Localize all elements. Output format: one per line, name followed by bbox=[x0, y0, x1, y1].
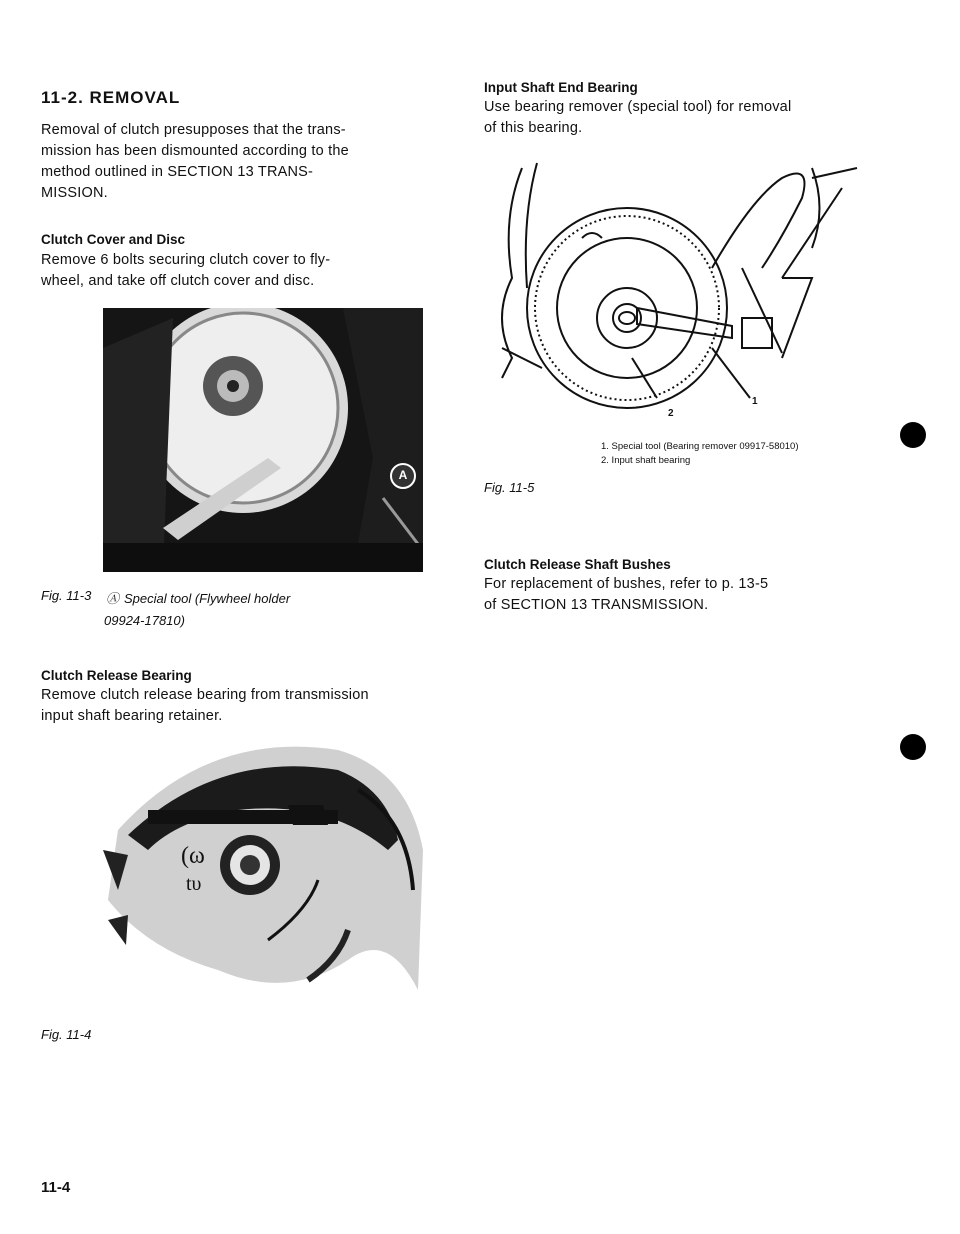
release-bearing-photo-illustration bbox=[88, 730, 428, 1008]
binder-hole-mark bbox=[900, 422, 926, 448]
legend-item: 1. Special tool (Bearing remover 09917-58010) bbox=[601, 441, 799, 452]
release-bearing-heading: Clutch Release Bearing bbox=[41, 668, 192, 683]
text-line: of SECTION 13 TRANSMISSION. bbox=[484, 597, 709, 613]
figure-11-5-illustration bbox=[482, 158, 882, 420]
intro-line: Removal of clutch presupposes that the trans- bbox=[41, 122, 346, 138]
end-bearing-heading: Input Shaft End Bearing bbox=[484, 80, 638, 95]
page-number: 11-4 bbox=[41, 1179, 71, 1196]
clutch-cover-photo-illustration bbox=[103, 308, 423, 572]
section-heading: 11-2. REMOVAL bbox=[41, 88, 181, 107]
intro-line: method outlined in SECTION 13 TRANS- bbox=[41, 164, 314, 180]
legend-item: 2. Input shaft bearing bbox=[601, 455, 691, 466]
svg-text:(ω: (ω bbox=[181, 843, 205, 869]
fig-11-3-label: Fig. 11-3 bbox=[41, 588, 92, 603]
callout-1: 1 bbox=[752, 396, 758, 407]
callout-2: 2 bbox=[668, 408, 674, 419]
figure-11-4-photo bbox=[88, 730, 428, 1008]
bearing-remover-drawing bbox=[482, 158, 882, 420]
figure-11-3-photo bbox=[103, 308, 423, 572]
fig-11-4-label: Fig. 11-4 bbox=[41, 1027, 92, 1042]
text-line: Remove clutch release bearing from transmission bbox=[41, 687, 369, 703]
clutch-cover-heading: Clutch Cover and Disc bbox=[41, 232, 186, 247]
fig-11-5-label: Fig. 11-5 bbox=[484, 480, 535, 495]
bushes-heading: Clutch Release Shaft Bushes bbox=[484, 557, 671, 572]
text-line: Remove 6 bolts securing clutch cover to fly- bbox=[41, 252, 331, 268]
intro-line: MISSION. bbox=[41, 185, 108, 201]
binder-hole-mark bbox=[900, 734, 926, 760]
end-bearing-text bbox=[484, 97, 884, 139]
photo-marker-a: A bbox=[398, 468, 408, 482]
bushes-text bbox=[484, 574, 884, 616]
text-line: input shaft bearing retainer. bbox=[41, 708, 223, 724]
caption-line: 09924-17810) bbox=[104, 613, 185, 628]
svg-text:tυ: tυ bbox=[186, 873, 202, 895]
intro-paragraph bbox=[41, 120, 431, 204]
release-bearing-text bbox=[41, 685, 441, 727]
clutch-cover-text bbox=[41, 250, 431, 292]
text-line: wheel, and take off clutch cover and disc. bbox=[41, 273, 315, 289]
fig-11-3-marker: Ⓐ bbox=[106, 591, 120, 606]
text-line: Use bearing remover (special tool) for removal bbox=[484, 99, 792, 115]
fig-11-5-legend bbox=[601, 440, 901, 468]
fig-11-3-caption bbox=[104, 588, 424, 632]
text-line: of this bearing. bbox=[484, 120, 583, 136]
intro-line: mission has been dismounted according to the bbox=[41, 143, 349, 159]
caption-line: Special tool (Flywheel holder bbox=[124, 591, 291, 606]
text-line: For replacement of bushes, refer to p. 13-5 bbox=[484, 576, 769, 592]
